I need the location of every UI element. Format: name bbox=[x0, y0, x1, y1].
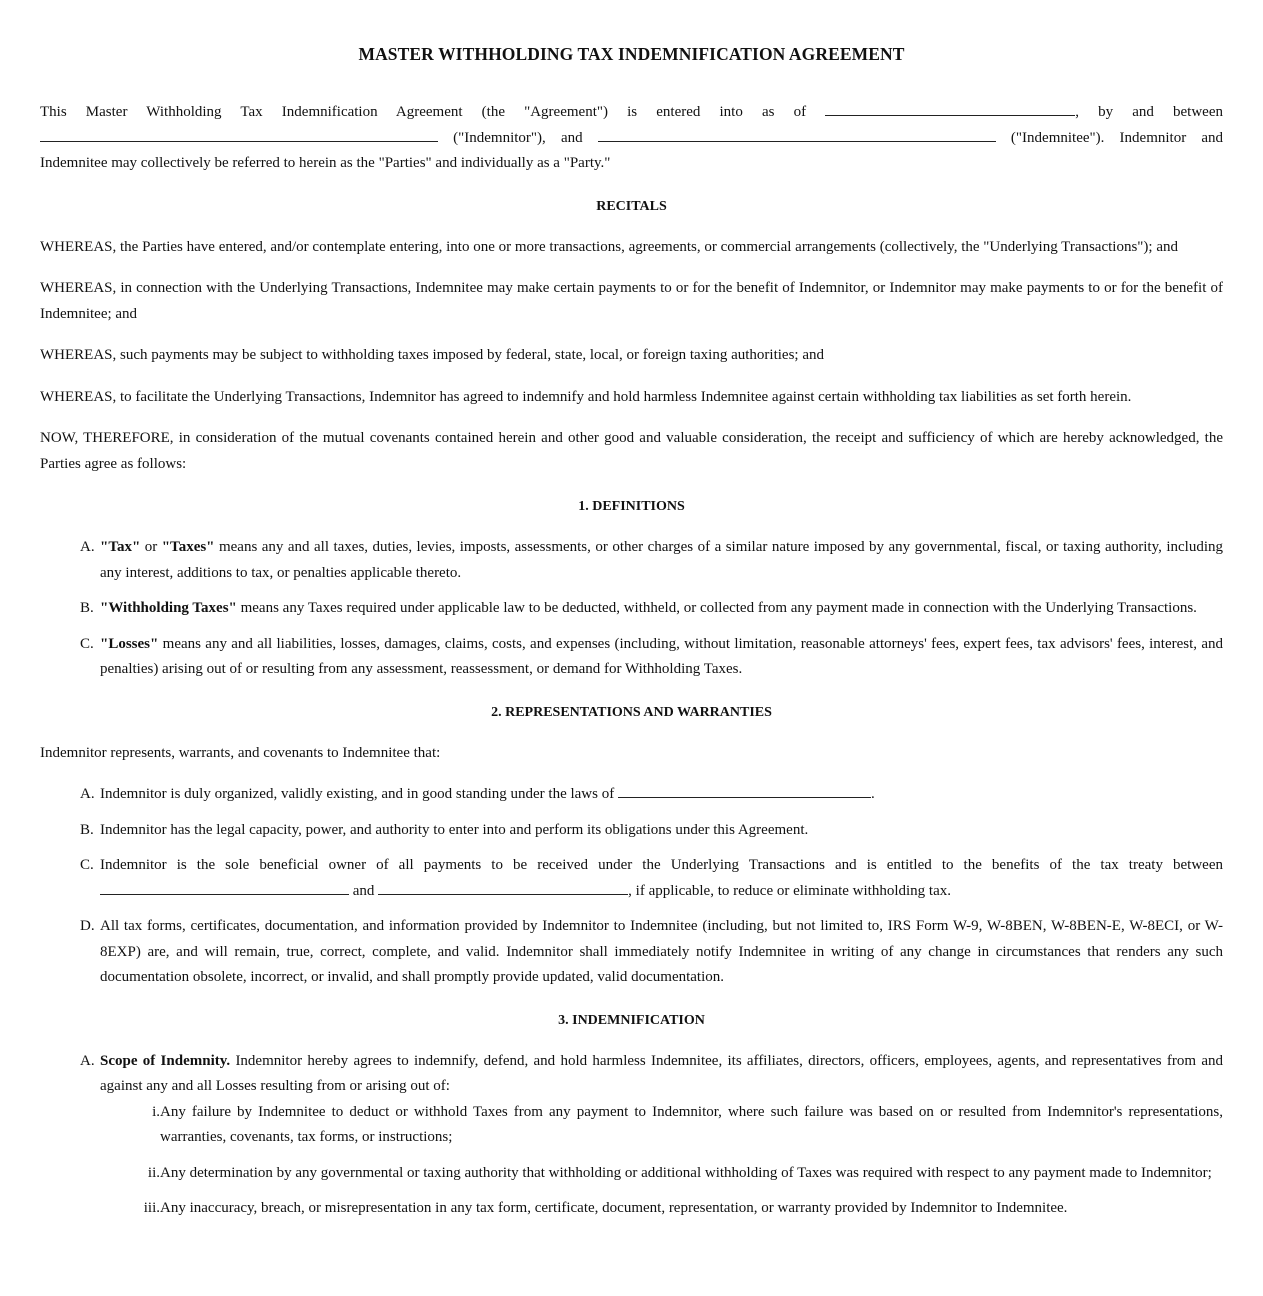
indemnification-subitem-iii bbox=[40, 1196, 1223, 1222]
term-or: or bbox=[144, 539, 158, 555]
term-losses: "Losses" bbox=[100, 635, 159, 652]
indemnification-heading: 3. INDEMNIFICATION bbox=[558, 1012, 705, 1028]
representation-text: All tax forms, certificates, documentation, and information provided by Indemnitor to Indemnitee (including, but not limited to, IRS Form W-9, W-8BEN, W-8BEN-E, W-8ECI, or W-8EXP) are, and will remain, true, correct, complete, and valid. Indemnitor shall immediately notify Indemnitee in writing of any change in circumstances that renders any such documentation obsolete, incorrect, or invalid, and shall promptly provide updated, valid documentation. bbox=[100, 918, 1223, 985]
now-therefore-paragraph: NOW, THEREFORE, in consideration of the mutual covenants contained herein and other good and valuable consideration, the receipt and sufficiency of which are hereby acknowledged, the Parties agree as follows: bbox=[40, 430, 1223, 472]
recital-4: WHEREAS, to facilitate the Underlying Transactions, Indemnitor has agreed to indemnify and hold harmless Indemnitee against certain withholding tax liabilities as set forth herein. bbox=[40, 388, 1132, 405]
representation-organized bbox=[40, 782, 1223, 808]
recital-1: WHEREAS, the Parties have entered, and/or contemplate entering, into one or more transactions, agreements, or commercial arrangements (collectively, the "Underlying Transactions"); and bbox=[40, 238, 1178, 255]
jurisdiction-blank[interactable] bbox=[618, 783, 871, 798]
recitals-heading: RECITALS bbox=[596, 198, 667, 214]
sub-list-marker: iii. bbox=[143, 1200, 160, 1216]
treaty-country-2-blank[interactable] bbox=[378, 880, 628, 895]
representations-lead: Indemnitor represents, warrants, and covenants to Indemnitee that: bbox=[40, 744, 441, 761]
list-marker: D. bbox=[80, 918, 95, 934]
representation-beneficial-owner bbox=[40, 853, 1223, 904]
representation-text: Indemnitor is duly organized, validly existing, and in good standing under the laws of bbox=[100, 786, 615, 802]
intro-text-3: ("Indemnitor"), and bbox=[453, 129, 583, 146]
list-marker: A. bbox=[80, 539, 95, 555]
intro-text-1: This Master Withholding Tax Indemnification Agreement (the "Agreement") is entered into as of bbox=[40, 104, 807, 120]
definition-withholding-taxes bbox=[40, 596, 1223, 622]
sub-item-text: Any failure by Indemnitee to deduct or withhold Taxes from any payment to Indemnitor, where such failure was based on or resulted from Indemnitor's representations, warranties, covenants, tax forms, or instructions; bbox=[160, 1103, 1223, 1145]
term-scope-of-indemnity: Scope of Indemnity. bbox=[100, 1052, 231, 1069]
definition-text: means any and all liabilities, losses, damages, claims, costs, and expenses (including, without limitation, reasonable attorneys' fees, expert fees, tax advisors' fees, interest, and penalties) arising out of or resulting from any assessment, reassessment, or demand for Withholding Taxes. bbox=[100, 635, 1224, 677]
intro-paragraph bbox=[40, 100, 1223, 177]
sub-list-marker: ii. bbox=[147, 1164, 160, 1181]
indemnification-scope bbox=[40, 1049, 1223, 1100]
definition-text: means any and all taxes, duties, levies, imposts, assessments, or other charges of a similar nature imposed by any governmental, fiscal, or taxing authority, including any interest, additions to tax, or penalties applicable thereto. bbox=[100, 539, 1224, 581]
term-taxes: "Taxes" bbox=[161, 539, 215, 555]
representation-text: Indemnitor has the legal capacity, power, and authority to enter into and perform its obligations under this Agreement. bbox=[100, 821, 809, 838]
treaty-country-1-blank[interactable] bbox=[100, 880, 349, 895]
definition-text: means any Taxes required under applicable law to be deducted, withheld, or collected from any payment made in connection with the Underlying Transactions. bbox=[240, 600, 1197, 616]
indemnification-subitem-ii bbox=[40, 1161, 1223, 1187]
definition-losses bbox=[40, 632, 1223, 683]
definitions-heading: 1. DEFINITIONS bbox=[578, 499, 685, 514]
indemnitee-name-blank[interactable] bbox=[598, 127, 996, 142]
term-withholding-taxes: "Withholding Taxes" bbox=[100, 600, 237, 616]
intro-text-4: ("Indemnitee"). Indemnitor and Indemnitee may collectively be referred to herein as the "Parties" and individually as a "Party." bbox=[40, 129, 1223, 171]
date-blank[interactable] bbox=[825, 101, 1075, 116]
indemnification-text: Indemnitor hereby agrees to indemnify, defend, and hold harmless Indemnitee, its affiliates, directors, officers, employees, agents, and representatives from and against any and all Losses resulting from or arising out of: bbox=[100, 1052, 1223, 1094]
list-marker: A. bbox=[80, 786, 95, 802]
representation-capacity bbox=[40, 818, 1223, 844]
list-marker: C. bbox=[80, 857, 94, 873]
list-marker: A. bbox=[80, 1052, 95, 1069]
definition-tax bbox=[40, 535, 1223, 586]
list-marker: B. bbox=[80, 821, 94, 838]
list-marker: C. bbox=[80, 635, 94, 652]
recital-2: WHEREAS, in connection with the Underlying Transactions, Indemnitee may make certain payments to or for the benefit of Indemnitor, or Indemnitor may make payments to or for the benefit of Indemnitee; and bbox=[40, 280, 1223, 322]
agreement-page bbox=[40, 0, 1223, 1222]
document-title: MASTER WITHHOLDING TAX INDEMNIFICATION AGREEMENT bbox=[358, 44, 905, 64]
treaty-and: and bbox=[352, 882, 375, 899]
term-tax: "Tax" bbox=[100, 539, 141, 555]
sub-item-text: Any inaccuracy, breach, or misrepresentation in any tax form, certificate, document, representation, or warranty provided by Indemnitor to Indemnitee. bbox=[160, 1200, 1068, 1216]
representations-heading: 2. REPRESENTATIONS AND WARRANTIES bbox=[491, 704, 772, 720]
indemnification-subitem-i bbox=[40, 1100, 1223, 1151]
representation-text-end: , if applicable, to reduce or eliminate withholding tax. bbox=[628, 882, 951, 899]
representation-text: Indemnitor is the sole beneficial owner of all payments to be received under the Underlying Transactions and is entitled to the benefits of the tax treaty between bbox=[100, 857, 1223, 873]
list-marker: B. bbox=[80, 600, 94, 616]
representation-end: . bbox=[870, 786, 875, 802]
intro-text-2: , by and between bbox=[1075, 104, 1223, 120]
recital-3: WHEREAS, such payments may be subject to withholding taxes imposed by federal, state, local, or foreign taxing authorities; and bbox=[40, 347, 824, 363]
sub-item-text: Any determination by any governmental or taxing authority that withholding or additional withholding of Taxes was required with respect to any payment made to Indemnitor; bbox=[160, 1164, 1212, 1181]
indemnitor-name-blank[interactable] bbox=[40, 127, 438, 142]
representation-tax-forms bbox=[40, 914, 1223, 991]
sub-list-marker: i. bbox=[152, 1103, 160, 1120]
